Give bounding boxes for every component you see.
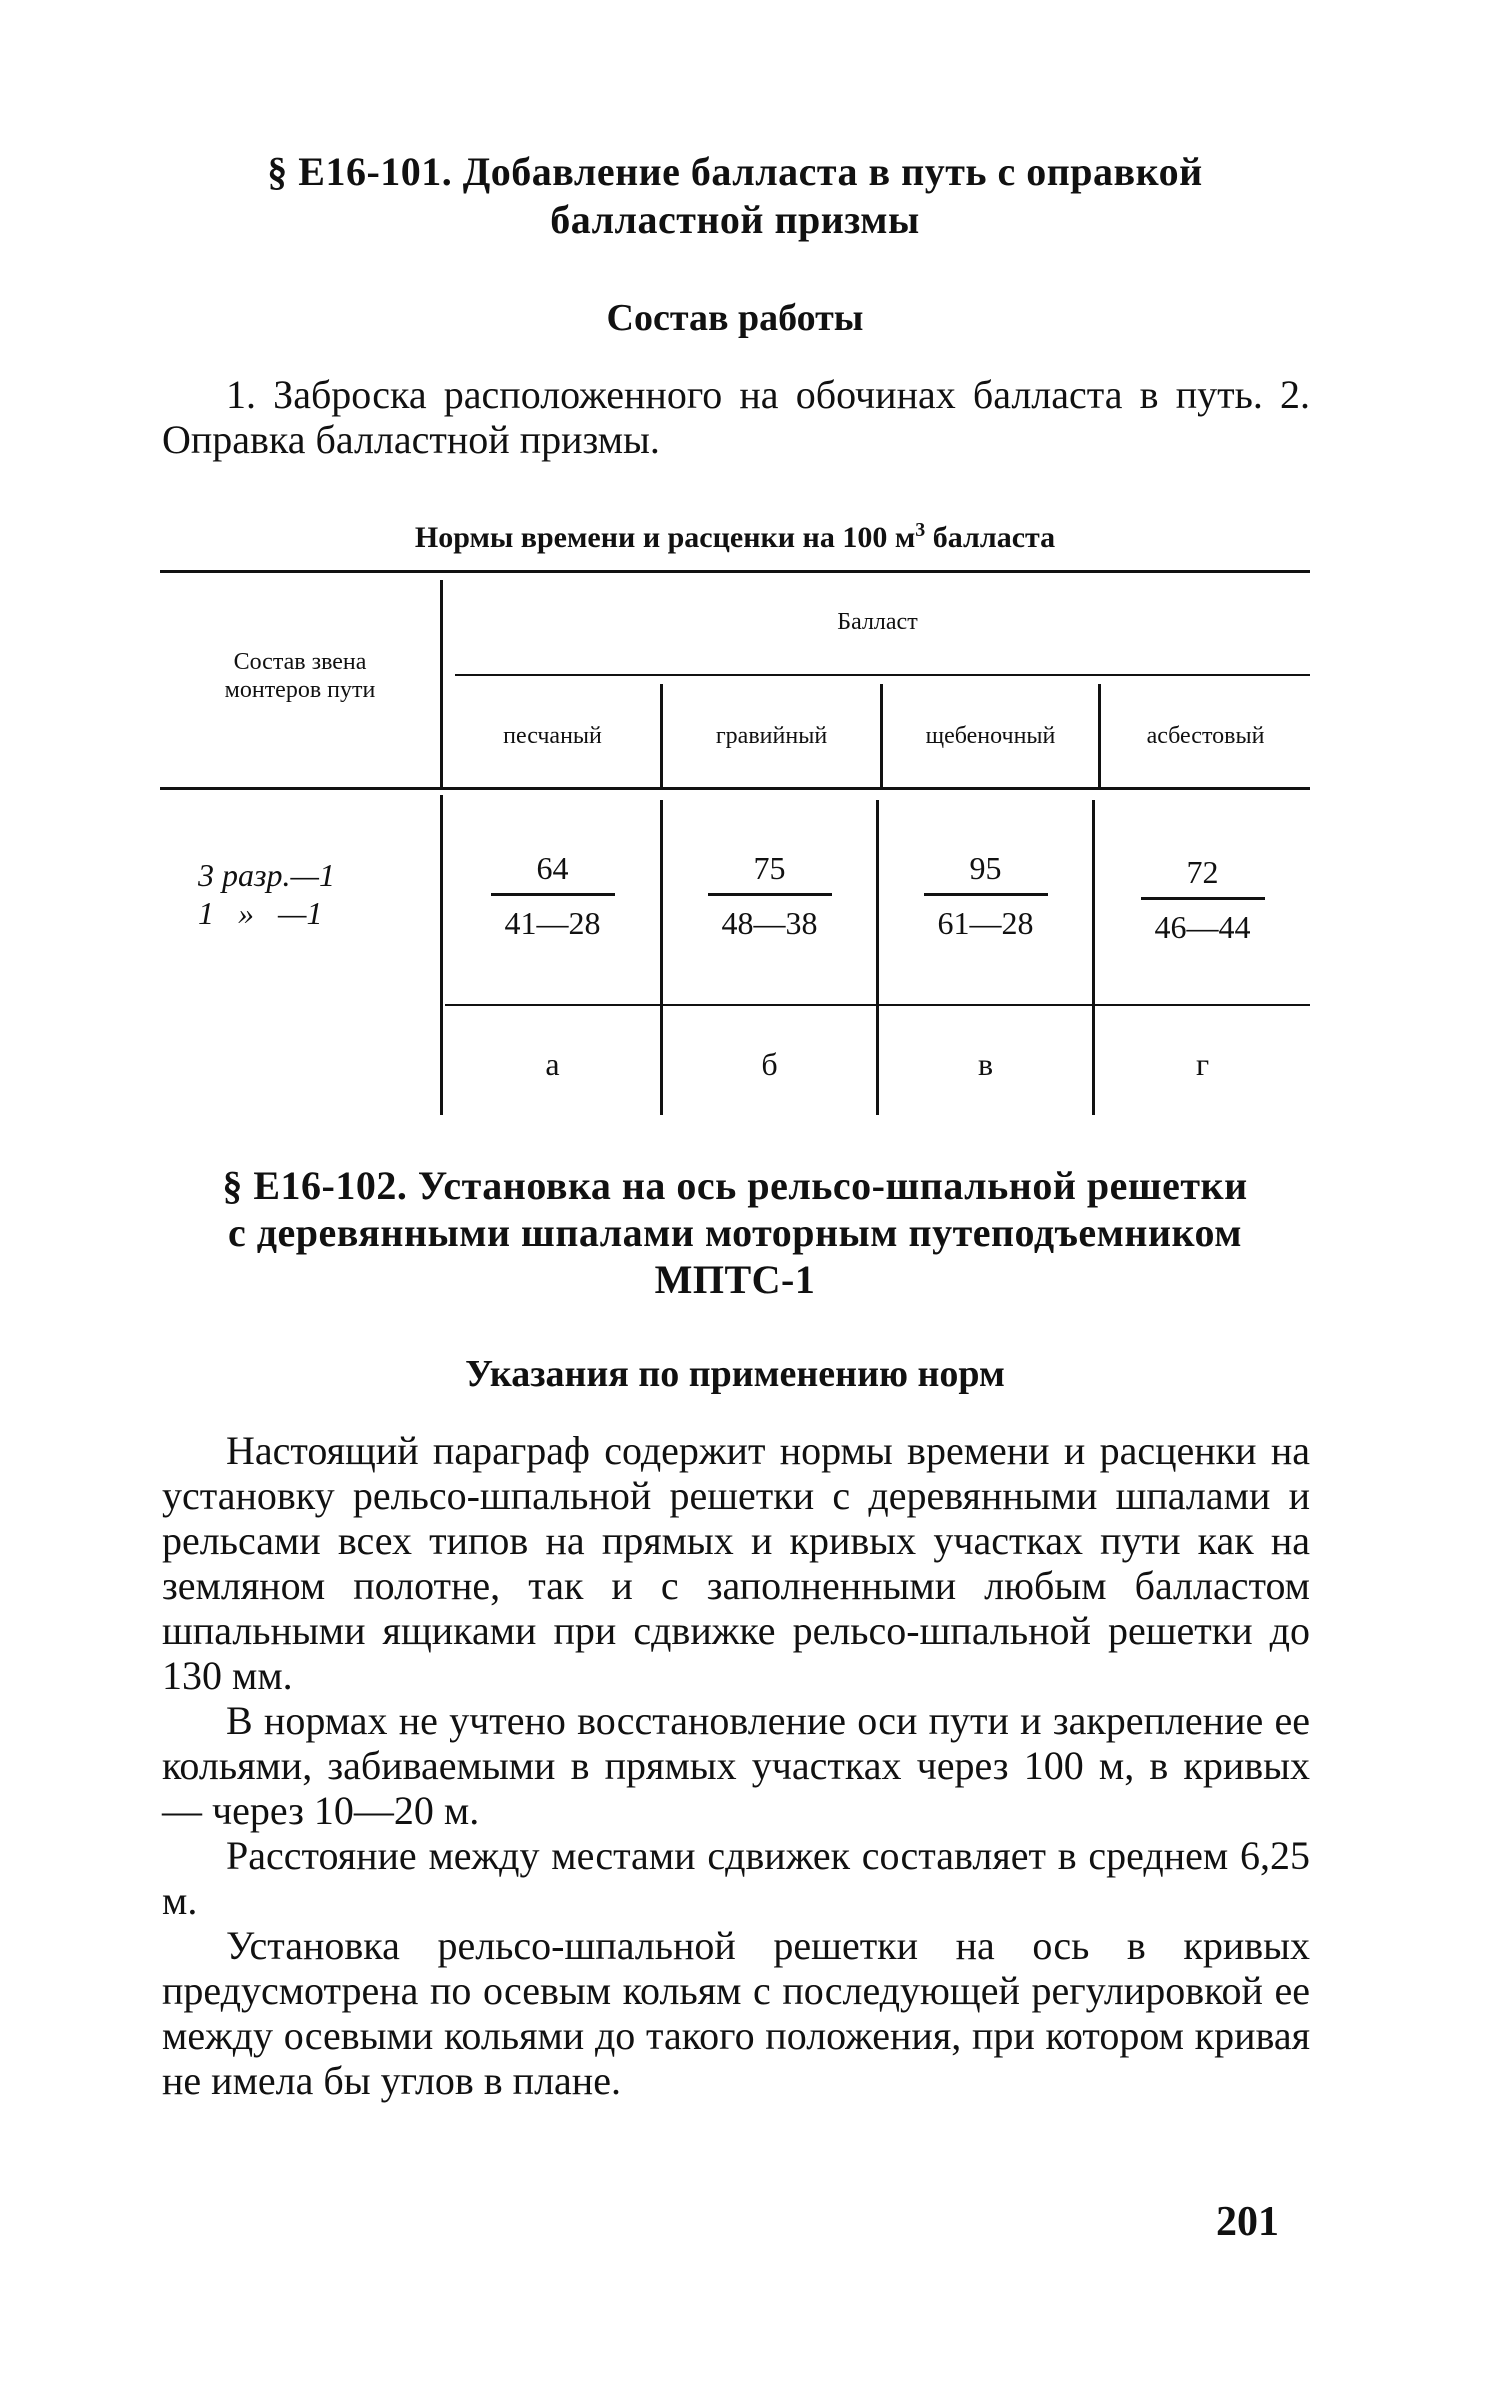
column-letter-a: а xyxy=(545,1046,560,1082)
fraction-bar xyxy=(491,893,615,896)
table-caption xyxy=(160,512,1310,556)
paragraph-1-text: Настоящий параграф содержит нормы времени и расценки на установку рельсо-шпальной решетки с деревянными шпалами и рельсами всех типов на прямых и кривых участках пути как на земляном полотне, так и с заполненными любым балластом шпальными ящиками при сдвижке рельсо-шпальной решетки до 130 мм. xyxy=(162,1428,1310,1698)
table-caption-prefix: Нормы времени и расценки на 100 м xyxy=(414,521,916,554)
column-letter-g: г xyxy=(1195,1046,1210,1082)
paragraph-4-text: Установка рельсо-шпальной решетки на ось в кривых предусмотрена по осевым кольям с последующей регулировкой ее между осевыми кольями до такого положения, при котором кривая не имела бы углов в плане. xyxy=(162,1923,1310,2103)
column-letter-v: в xyxy=(977,1046,994,1082)
guidelines-heading: Указания по применению норм xyxy=(465,1353,1005,1395)
column-header-asbestos: асбестовый xyxy=(1146,723,1265,749)
table-vline-body xyxy=(440,795,443,1115)
crew-header-line1: Состав звена xyxy=(233,649,367,675)
paragraph-1 xyxy=(162,1428,1310,1698)
column-letter-b: б xyxy=(761,1046,778,1082)
column-header-gravel: гравийный xyxy=(715,723,828,749)
section2-title-line2: с деревянными шпалами моторным путеподъемником xyxy=(227,1210,1243,1255)
table-caption-sup: 3 xyxy=(915,519,926,541)
ballast-header: Балласт xyxy=(837,609,918,635)
crew-header-line2: монтеров пути xyxy=(224,677,376,703)
paragraph-3 xyxy=(162,1833,1310,1923)
value-cell-gravel xyxy=(663,850,876,941)
paragraph-3-text: Расстояние между местами сдвижек составляет в среднем 6,25 м. xyxy=(162,1833,1310,1923)
norm-value: 72 xyxy=(1186,854,1219,890)
paragraph-4 xyxy=(162,1923,1310,2103)
table-top-rule xyxy=(160,570,1310,573)
work-composition-text-content: 1. Заброска расположенного на обочинах балласта в путь. 2. Оправка балластной призмы. xyxy=(162,372,1310,462)
table-header-bottom-rule xyxy=(160,787,1310,790)
norm-value: 95 xyxy=(969,850,1002,886)
work-composition-heading: Состав работы xyxy=(606,297,864,339)
section2-title-line1: § Е16-102. Установка на ось рельсо-шпальной решетки xyxy=(222,1163,1248,1208)
table-subheader-rule xyxy=(455,674,1310,676)
crew-line2: 1 » —1 xyxy=(198,895,323,931)
fraction-bar xyxy=(1141,897,1265,900)
section2-title-line3: МПТС-1 xyxy=(654,1257,816,1302)
crew-header xyxy=(170,648,430,704)
paragraph-2 xyxy=(162,1698,1310,1833)
column-header-sand: песчаный xyxy=(503,723,602,749)
section-title-line1: § Е16-101. Добавление балласта в путь с оправкой xyxy=(267,149,1203,194)
rate-value: 61—28 xyxy=(937,905,1034,941)
rate-value: 41—28 xyxy=(504,905,601,941)
work-composition-text xyxy=(162,372,1310,462)
norm-value: 64 xyxy=(536,850,569,886)
value-cell-sand xyxy=(445,850,660,941)
value-cell-crushed-stone xyxy=(879,850,1092,941)
norm-value: 75 xyxy=(753,850,786,886)
fraction-bar xyxy=(708,893,832,896)
table-vline-header xyxy=(440,580,443,787)
table-letter-rule xyxy=(445,1004,1310,1006)
crew-line1: 3 разр.—1 xyxy=(198,857,335,893)
table-caption-suffix: балласта xyxy=(925,521,1056,554)
column-header-crushed-stone: щебеночный xyxy=(925,723,1056,749)
section-title-line2: балластной призмы xyxy=(550,197,920,242)
rate-value: 46—44 xyxy=(1154,909,1251,945)
paragraph-2-text: В нормах не учтено восстановление оси пути и закрепление ее кольями, забиваемыми в прямых участках через 100 м, в кривых — через 10—20 м. xyxy=(162,1698,1310,1833)
fraction-bar xyxy=(924,893,1048,896)
page-number: 201 xyxy=(1216,2199,1279,2245)
value-cell-asbestos xyxy=(1095,854,1310,945)
rate-value: 48—38 xyxy=(721,905,818,941)
